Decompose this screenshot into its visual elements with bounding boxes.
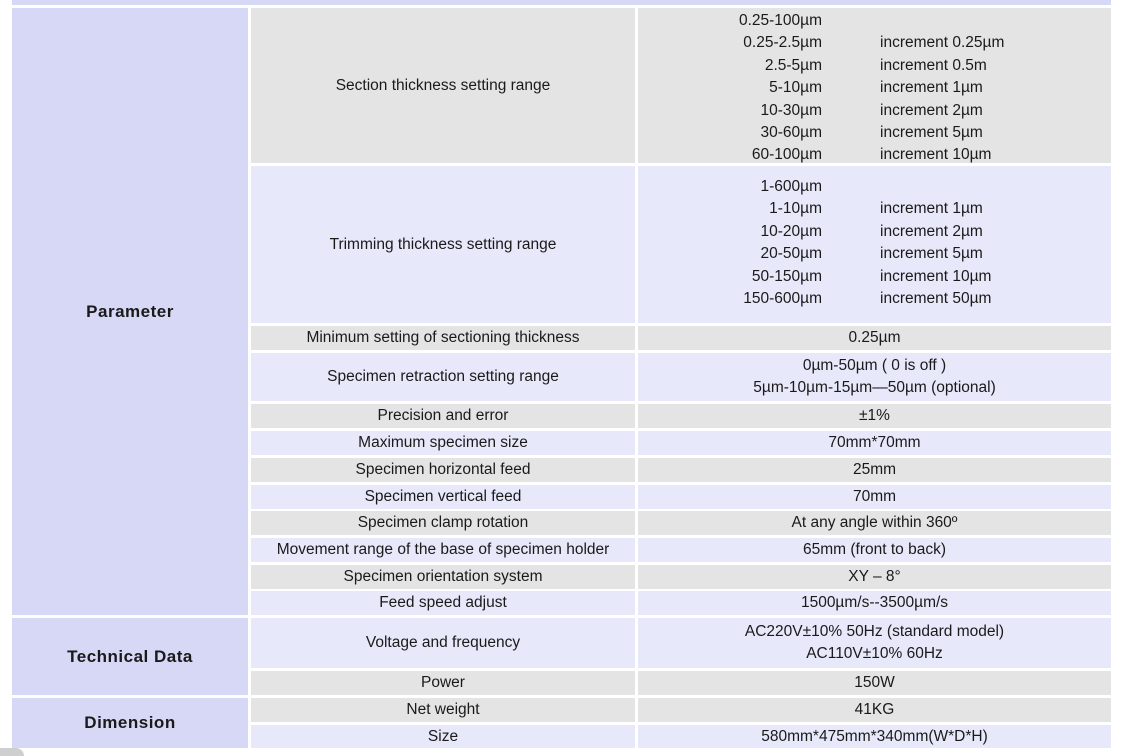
section-range-row: 30-60µm increment 5µm: [760, 123, 983, 141]
trimming-range-row: 10-20µm increment 2µm: [760, 222, 983, 240]
base-movement-label: Movement range of the base of specimen holder: [251, 538, 635, 562]
trimming-range-row: 1-10µm increment 1µm: [769, 200, 983, 218]
section-range-row: 60-100µm increment 10µm: [751, 146, 992, 164]
clamp-rotation-label: Specimen clamp rotation: [251, 511, 635, 535]
feed-speed-label: Feed speed adjust: [251, 591, 635, 615]
trimming-range-row: 150-600µm increment 50µm: [743, 289, 992, 307]
min-setting-label: Minimum setting of sectioning thickness: [251, 326, 635, 350]
section-range-row: 5-10µm increment 1µm: [769, 79, 983, 97]
retraction-label: Specimen retraction setting range: [251, 353, 635, 401]
trimming-overall-range: 1-600µm: [760, 178, 822, 195]
category-dimension: [12, 698, 248, 748]
feed-speed-value: 1500µm/s--3500µm/s: [638, 591, 1111, 615]
trimming-thickness-values: [638, 166, 1111, 323]
vertical-feed-value: 70mm: [638, 485, 1111, 509]
max-size-value: 70mm*70mm: [638, 431, 1111, 455]
trimming-thickness-label: Trimming thickness setting range: [251, 166, 635, 323]
trimming-range-row: 50-150µm increment 10µm: [751, 267, 992, 285]
section-range-row: 2.5-5µm increment 0.5m: [764, 56, 987, 74]
power-label: Power: [251, 671, 635, 695]
category-technical-data: [12, 618, 248, 695]
category-parameter: [12, 8, 248, 615]
power-value: 150W: [638, 671, 1111, 695]
category-label: Technical Data: [67, 646, 193, 666]
horizontal-feed-label: Specimen horizontal feed: [251, 458, 635, 482]
orientation-value: XY – 8°: [638, 565, 1111, 589]
net-weight-label: Net weight: [251, 698, 635, 722]
size-value: 580mm*475mm*340mm(W*D*H): [638, 725, 1111, 748]
category-label: Parameter: [86, 301, 174, 321]
section-thickness-label: Section thickness setting range: [251, 8, 635, 163]
section-thickness-values: [638, 8, 1111, 163]
voltage-value: AC220V±10% 50Hz (standard model) AC110V±10% 60Hz: [638, 618, 1111, 668]
corner-shadow: [0, 748, 24, 756]
min-setting-value: 0.25µm: [638, 326, 1111, 350]
clamp-rotation-value: At any angle within 360º: [638, 511, 1111, 535]
size-label: Size: [251, 725, 635, 748]
precision-value: ±1%: [638, 404, 1111, 428]
retraction-value: 0µm-50µm ( 0 is off ) 5µm-10µm-15µm—50µm (optional): [638, 353, 1111, 401]
table-top-border: [12, 0, 1111, 5]
base-movement-value: 65mm (front to back): [638, 538, 1111, 562]
orientation-label: Specimen orientation system: [251, 565, 635, 589]
section-range-row: 0.25-2.5µm increment 0.25µm: [743, 34, 1005, 52]
vertical-feed-label: Specimen vertical feed: [251, 485, 635, 509]
max-size-label: Maximum specimen size: [251, 431, 635, 455]
voltage-label: Voltage and frequency: [251, 618, 635, 668]
category-label: Dimension: [84, 713, 176, 732]
section-range-row: 10-30µm increment 2µm: [760, 101, 983, 119]
horizontal-feed-value: 25mm: [638, 458, 1111, 482]
net-weight-value: 41KG: [638, 698, 1111, 722]
precision-label: Precision and error: [251, 404, 635, 428]
section-overall-range: 0.25-100µm: [738, 12, 822, 29]
trimming-range-row: 20-50µm increment 5µm: [760, 245, 983, 263]
